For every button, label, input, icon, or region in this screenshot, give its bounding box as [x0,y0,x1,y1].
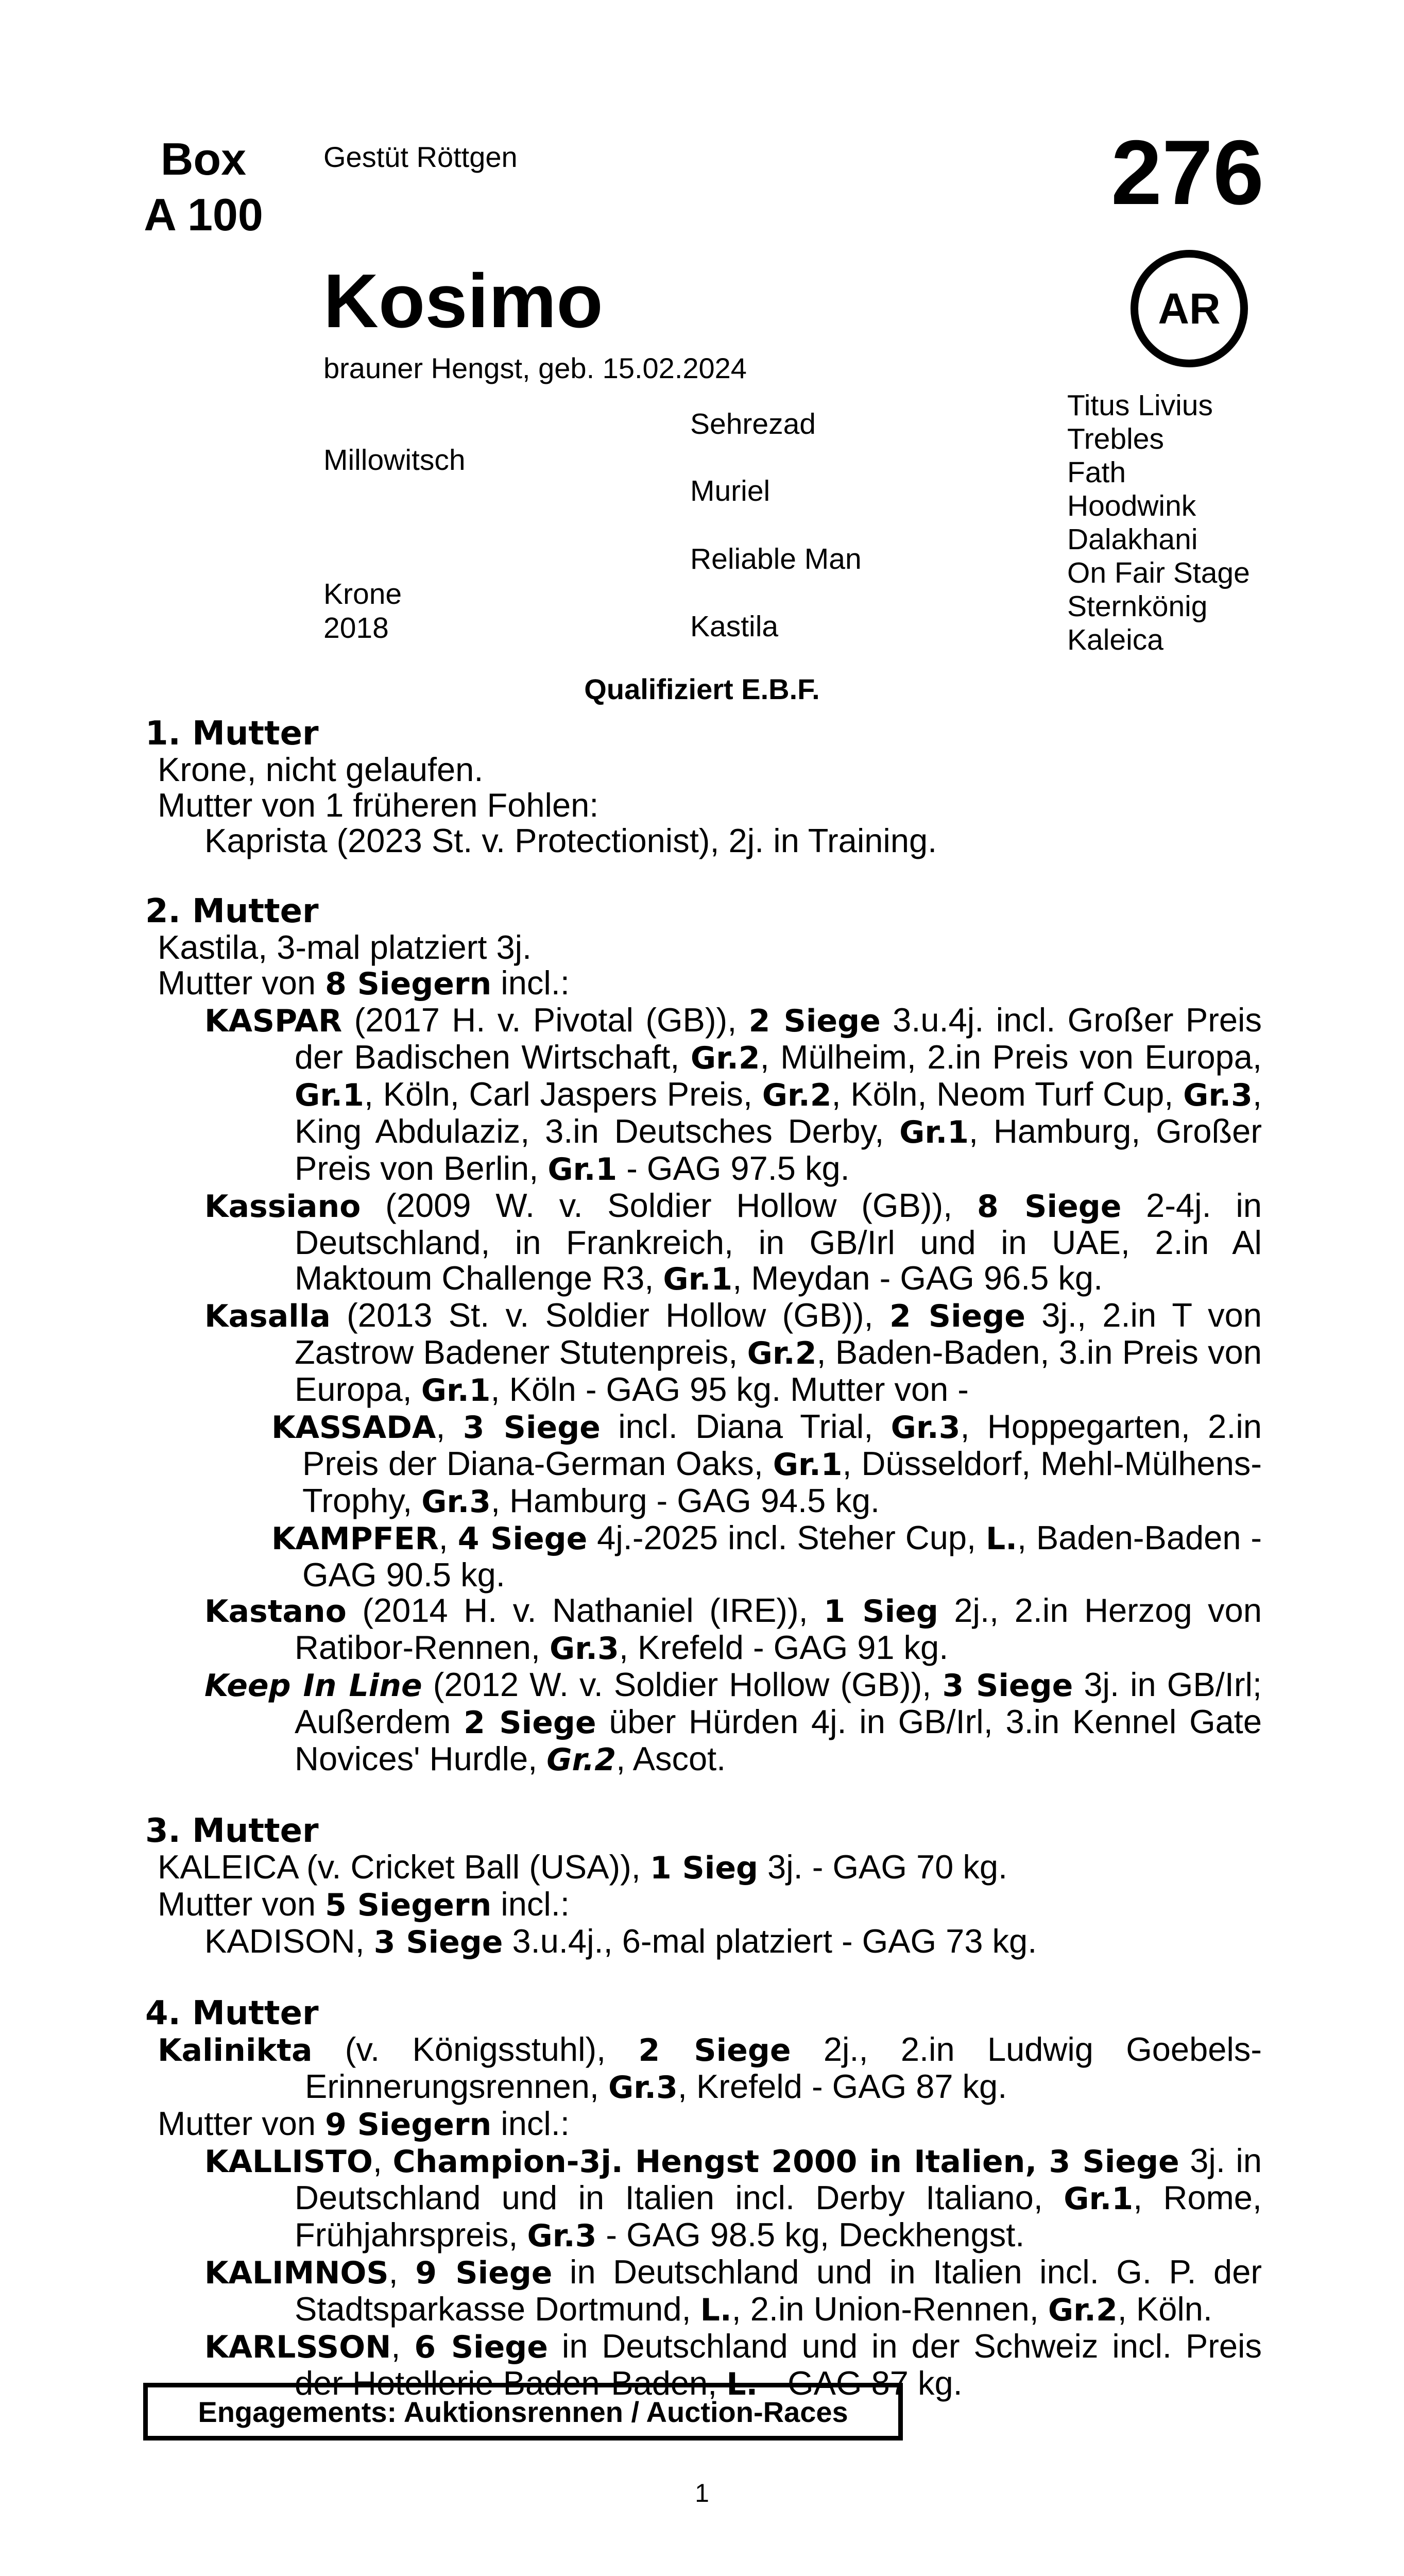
engagements-text: Engagements: Auktionsrennen / Auction-Races [198,2395,848,2428]
horse-description: brauner Hengst, geb. 15.02.2024 [323,352,747,384]
dam-line: Mutter von 1 früheren Fohlen: [158,786,599,824]
dam-line: Krone, nicht gelaufen. [158,751,484,788]
ar-badge-text: AR [1158,284,1221,333]
pedigree-great-grandparent: Trebles [1067,422,1164,455]
pedigree-great-grandparent: Fath [1067,456,1126,489]
pedigree-great-grandparent: Hoodwink [1067,489,1196,522]
winners-line: Mutter von 8 Siegern incl.: [158,964,570,1002]
pedigree-great-grandparent: Titus Livius [1067,389,1213,422]
box-number: A 100 [144,189,263,240]
produce-entry-kadison: KADISON, 3 Siege 3.u.4j., 6-mal platziert - GAG 73 kg. [204,1922,1037,1960]
pedigree-grandparent: Sehrezad [690,408,816,440]
fourth-dam-section [145,1996,1262,2402]
foal-entry: Kaprista (2023 St. v. Protectionist), 2j. in Training. [204,822,937,859]
produce-entry-karlsson: KARLSSON, 6 Siege in Deutschland und in der Schweiz incl. Preis der Hotellerie Baden-Baden, L. - GAG 87 kg. [204,2327,1262,2402]
third-dam-section [145,1814,1262,1960]
section-heading: 2. Mutter [145,892,319,930]
winners-line: Mutter von 9 Siegern incl.: [158,2105,570,2143]
pedigree-grandparent: Reliable Man [690,543,862,575]
section-heading: 3. Mutter [145,1812,319,1850]
dam-line: Kastila, 3-mal platziert 3j. [158,928,532,966]
produce-entry-kastano: Kastano (2014 H. v. Nathaniel (IRE)), 1 Sieg 2j., 2.in Herzog von Ratibor-Rennen, Gr.3, Krefeld - GAG 91 kg. [204,1591,1262,1667]
produce-entry-kassada: KASSADA, 3 Siege incl. Diana Trial, Gr.3, Hoppegarten, 2.in Preis der Diana-German Oaks, Gr.1, Düsseldorf, Mehl-Mülhens-Trophy, Gr.3, Hamburg - GAG 94.5 kg. [271,1408,1262,1520]
pedigree-great-grandparent: On Fair Stage [1067,556,1250,589]
section-heading: 1. Mutter [145,715,319,753]
qualification-note: Qualifiziert E.B.F. [584,673,820,705]
pedigree-grandparent: Muriel [690,474,771,507]
pedigree-dam-name: Krone [323,578,402,611]
breeder-name: Gestüt Röttgen [323,141,518,173]
produce-entry-kasalla: Kasalla (2013 St. v. Soldier Hollow (GB)), 2 Siege 3j., 2.in T von Zastrow Badener Stutenpreis, Gr.2, Baden-Baden, 3.in Preis von Europa, Gr.1, Köln - GAG 95 kg. Mutter von - [204,1296,1262,1409]
box-label [134,131,273,243]
pedigree-grandparent: Kastila [690,610,779,643]
engagements-box [143,2383,903,2441]
pedigree-dam [323,577,402,645]
dam-lines [145,716,1262,2438]
winners-line: Mutter von 5 Siegern incl.: [158,1885,570,1923]
pedigree-great-grandparent: Dalakhani [1067,523,1198,556]
pedigree-sire: Millowitsch [323,444,466,477]
pedigree-great-grandparent: Kaleica [1067,623,1163,656]
dam-line-kalinikta: Kalinikta (v. Königsstuhl), 2 Siege 2j., 2.in Ludwig Goebels-Erinnerungsrennen, Gr.3, Krefeld - GAG 87 kg. [158,2030,1262,2106]
pedigree-great-grandparents [1067,389,1250,657]
produce-entry-kallisto: KALLISTO, Champion-3j. Hengst 2000 in Italien, 3 Siege 3j. in Deutschland und in Italien incl. Derby Italiano, Gr.1, Rome, Frühjahrspreis, Gr.3 - GAG 98.5 kg, Deckhengst. [204,2142,1262,2254]
produce-entry-kalimnos: KALIMNOS, 9 Siege in Deutschland und in Italien incl. G. P. der Stadtsparkasse Dortmund, L., 2.in Union-Rennen, Gr.2, Köln. [204,2253,1262,2328]
produce-entry-kassiano: Kassiano (2009 W. v. Soldier Hollow (GB)), 8 Siege 2-4j. in Deutschland, in Frankreich, in GB/Irl und in UAE, 2.in Al Maktoum Challenge R3, Gr.1, Meydan - GAG 96.5 kg. [204,1187,1262,1297]
first-dam-section [145,716,1262,858]
second-dam-section [145,894,1262,1778]
produce-entry-keep-in-line: Keep In Line (2012 W. v. Soldier Hollow (GB)), 3 Siege 3j. in GB/Irl; Außerdem 2 Siege über Hürden 4j. in GB/Irl, 3.in Kennel Gate Novices' Hurdle, Gr.2, Ascot. [204,1666,1262,1778]
lot-number: 276 [1111,121,1264,224]
horse-name: Kosimo [323,259,603,344]
section-heading: 4. Mutter [145,1994,319,2032]
pedigree-dam-year: 2018 [323,612,389,645]
dam-line: KALEICA (v. Cricket Ball (USA)), 1 Sieg 3j. - GAG 70 kg. [158,1848,1008,1886]
pedigree-great-grandparent: Sternkönig [1067,590,1208,623]
box-word: Box [160,133,247,184]
page-number: 1 [695,2479,709,2507]
ar-badge [1131,250,1248,367]
produce-entry-kampfer: KAMPFER, 4 Siege 4j.-2025 incl. Steher Cup, L., Baden-Baden - GAG 90.5 kg. [271,1519,1262,1594]
produce-entry-kaspar: KASPAR (2017 H. v. Pivotal (GB)), 2 Siege 3.u.4j. incl. Großer Preis der Badischen Wirtschaft, Gr.2, Mülheim, 2.in Preis von Europa, Gr.1, Köln, Carl Jaspers Preis, Gr.2, Köln, Neom Turf Cup, Gr.3, King Abdulaziz, 3.in Deutsches Derby, Gr.1, Hamburg, Großer Preis von Berlin, Gr.1 - GAG 97.5 kg. [204,1001,1262,1188]
